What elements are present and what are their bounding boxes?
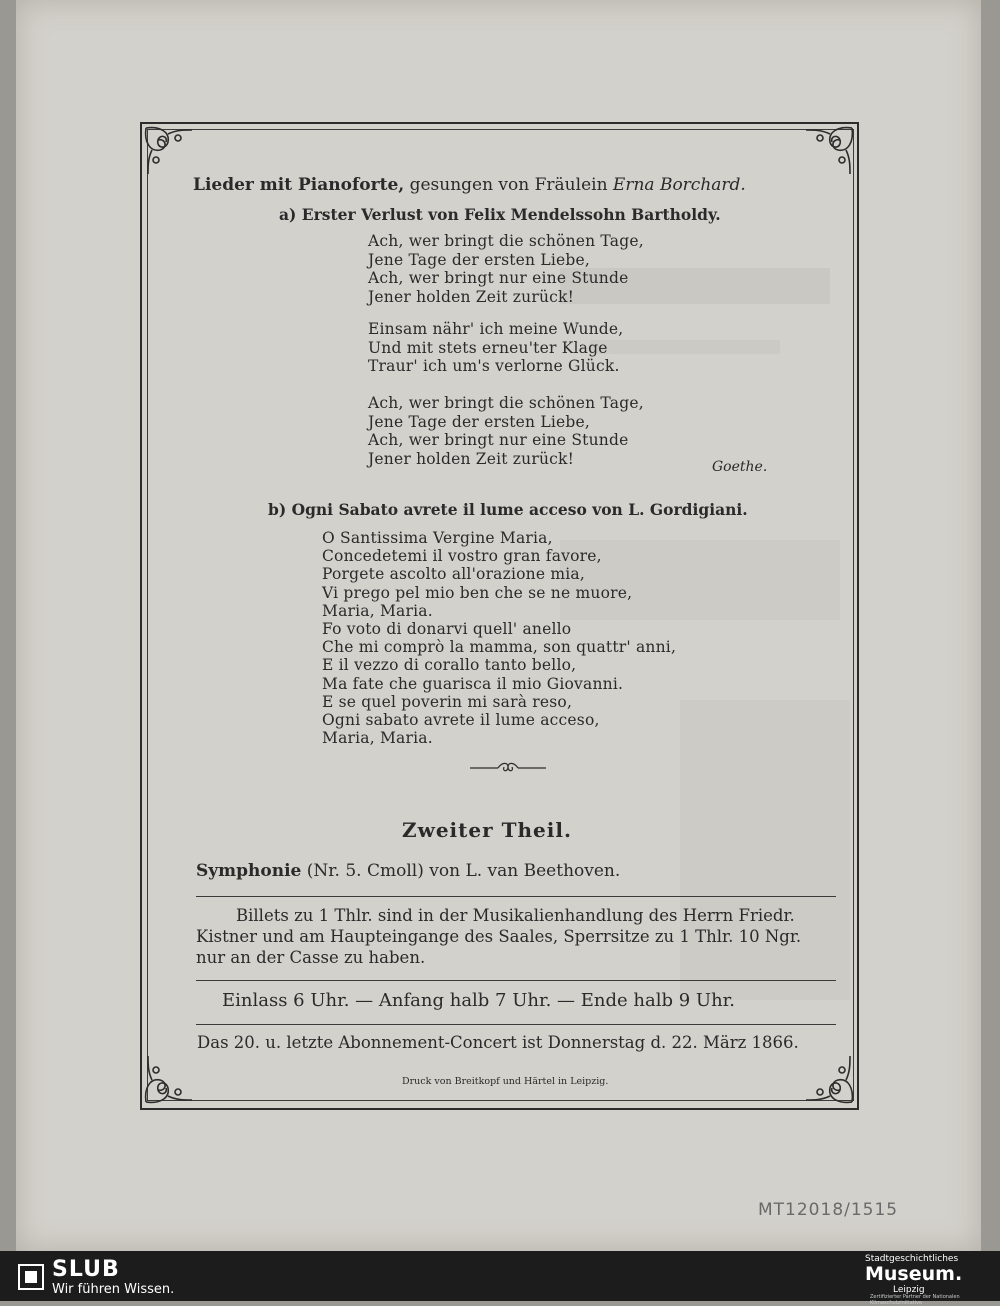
footer-bar	[0, 1251, 1000, 1306]
lyric-line: Maria, Maria.	[322, 729, 433, 748]
lyric-line: Fo voto di donarvi quell' anello	[322, 620, 572, 639]
part2-heading: Zweiter Theil.	[402, 818, 572, 842]
poem-line: Und mit stets erneu'ter Klage	[368, 338, 608, 357]
printer-credit: Druck von Breitkopf und Härtel in Leipzig.	[402, 1076, 609, 1087]
flourish-divider	[468, 760, 548, 774]
symphony-label: Symphonie	[196, 861, 302, 881]
poem-line: Einsam nähr' ich meine Wunde,	[368, 320, 624, 338]
song-a-stanza-1	[368, 232, 644, 306]
singer-name: Erna Borchard.	[612, 175, 746, 195]
ticket-line: Kistner und am Haupteingange des Saales, Sperrsitze zu 1 Thlr. 10 Ngr.	[196, 927, 802, 946]
separator-rule	[196, 896, 836, 897]
separator-rule	[196, 1024, 836, 1025]
separator-rule	[196, 980, 836, 981]
lyric-line: Vi prego pel mio ben che se ne muore,	[322, 583, 633, 602]
poem-line: Jene Tage der ersten Liebe,	[368, 250, 590, 269]
lyric-line: Maria, Maria.	[322, 601, 433, 620]
concert-times: Einlass 6 Uhr. — Anfang halb 7 Uhr. — Ende halb 9 Uhr.	[222, 990, 736, 1011]
museum-name[interactable]: Museum.	[865, 1263, 963, 1285]
poem-line: Ach, wer bringt die schönen Tage,	[368, 232, 644, 250]
song-a-stanza-2	[368, 320, 623, 376]
ticket-line: nur an der Casse zu haben.	[196, 948, 426, 967]
poem-line: Traur' ich um's verlorne Glück.	[368, 357, 620, 375]
ticket-line: Billets zu 1 Thlr. sind in der Musikalienhandlung des Herrn Friedr.	[236, 906, 795, 925]
song-b-lyrics	[322, 529, 676, 747]
part1-heading	[193, 175, 746, 195]
museum-note: Zertifizierter Partner der Nationalen Klimaschutzinitiative	[870, 1294, 960, 1306]
poem-line: Ach, wer bringt nur eine Stunde	[368, 269, 629, 287]
museum-prefix: Stadtgeschichtliches	[865, 1254, 959, 1264]
lyric-line: E il vezzo di corallo tanto bello,	[322, 656, 577, 675]
part1-heading-bold: Lieder mit Pianoforte,	[193, 175, 405, 195]
lyric-line: Ma fate che guarisca il mio Giovanni.	[322, 674, 624, 693]
part1-heading-regular: gesungen von Fräulein	[404, 175, 613, 195]
poem-line: Ach, wer bringt nur eine Stunde	[368, 431, 629, 449]
poem-line: Jener holden Zeit zurück!	[368, 449, 575, 468]
lyric-line: Concedetemi il vostro gran favore,	[322, 547, 602, 566]
lyric-line: E se quel poverin mi sarà reso,	[322, 692, 573, 711]
ticket-info	[196, 905, 801, 968]
archive-shelfmark: MT12018/1515	[758, 1200, 899, 1220]
poem-author: Goethe.	[712, 459, 768, 475]
library-tagline: Wir führen Wissen.	[52, 1282, 175, 1297]
song-b-title: b) Ogni Sabato avrete il lume acceso von L. Gordigiani.	[268, 500, 748, 519]
poem-line: Jener holden Zeit zurück!	[368, 287, 575, 306]
museum-city: Leipzig	[893, 1285, 925, 1295]
library-name[interactable]: SLUB	[52, 1257, 120, 1282]
song-a-title: a) Erster Verlust von Felix Mendelssohn Bartholdy.	[279, 205, 721, 224]
song-a-stanza-3	[368, 394, 644, 468]
lyric-line: O Santissima Vergine Maria,	[322, 529, 553, 547]
poem-line: Ach, wer bringt die schönen Tage,	[368, 394, 644, 412]
lyric-line: Porgete ascolto all'orazione mia,	[322, 565, 585, 584]
poem-line: Jene Tage der ersten Liebe,	[368, 412, 590, 431]
lyric-line: Che mi comprò la mamma, son quattr' anni,	[322, 638, 677, 657]
slub-logo-icon	[18, 1264, 44, 1290]
next-concert-notice: Das 20. u. letzte Abonnement-Concert ist Donnerstag d. 22. März 1866.	[197, 1033, 799, 1052]
symphony-details: (Nr. 5. Cmoll) von L. van Beethoven.	[301, 861, 621, 881]
symphony-line	[196, 861, 620, 881]
lyric-line: Ogni sabato avrete il lume acceso,	[322, 711, 600, 730]
